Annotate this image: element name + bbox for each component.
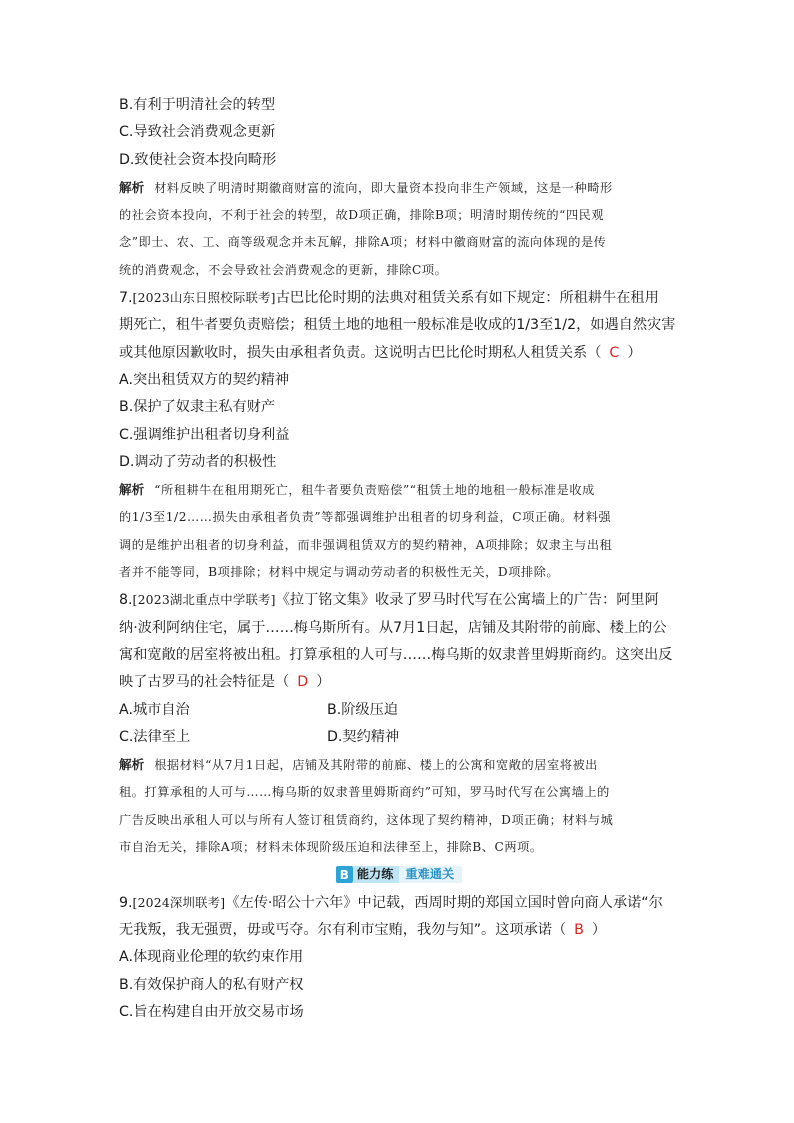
section-subtitle: 重难通关	[399, 866, 462, 883]
question-number: 9.	[119, 894, 133, 911]
question-source: [2023湖北重点中学联考]	[132, 592, 276, 608]
question-source: [2024深圳联考]	[132, 894, 226, 910]
question-9-stem	[119, 889, 679, 917]
option-b: B.阶级压迫	[327, 701, 398, 718]
explanation-6-line: 的社会资本投向，不利于社会的转型，故D项正确，排除B项；明清时期传统的“四民观	[119, 208, 605, 223]
question-text: 映了古罗马的社会特征是（	[119, 674, 290, 691]
question-7-stem	[119, 340, 679, 367]
option-a: A.体现商业伦理的软约束作用	[119, 949, 304, 966]
question-text: 《拉丁铭文集》收录了罗马时代写在公寓墙上的广告：阿里阿	[275, 592, 659, 609]
explanation-7-line	[119, 476, 679, 504]
explanation-7-line: 者并不能等同，B项排除；材料中规定与调动劳动者的积极性无关，D项排除。	[119, 565, 560, 580]
question-8-stem: 纳·波利阿纳住宅，属于……梅乌斯所有。从7月1日起，店铺及其附带的前廊、楼上的公	[119, 619, 667, 636]
answer-letter: B	[574, 921, 584, 938]
option-c: C.旨在构建自由开放交易市场	[119, 1003, 304, 1020]
question-9-stem	[119, 917, 679, 944]
option-a: A.突出租赁双方的契约精神	[119, 371, 290, 388]
explanation-7-line: 调的是维护出租者的切身利益，而非强调租赁双方的契约精神，A项排除；奴隶主与出租	[119, 537, 613, 552]
section-title: 能力练	[353, 866, 400, 883]
explanation-label: 解析	[119, 482, 145, 498]
option-c: C.导致社会消费观念更新	[119, 124, 276, 141]
section-banner	[119, 861, 679, 888]
option-d: D.契约精神	[327, 728, 400, 745]
answer-letter: D	[297, 674, 309, 691]
section-letter-icon: B	[336, 866, 353, 883]
question-8-stem	[119, 586, 679, 614]
question-number: 8.	[119, 592, 133, 609]
options-row	[119, 697, 679, 724]
option-b: B.有利于明清社会的转型	[119, 97, 276, 113]
explanation-text: 材料反映了明清时期徽商财富的流向，即大量资本投向非生产领域，这是一种畸形	[154, 180, 613, 195]
question-number: 7.	[119, 290, 133, 307]
explanation-8-line	[119, 751, 679, 779]
question-7-stem: 期死亡，租牛者要负责赔偿；租赁土地的地租一般标准是收成的1/3至1/2，如遇自然灾害	[119, 317, 676, 334]
question-7-stem	[119, 284, 679, 312]
option-d: D.调动了劳动者的积极性	[119, 453, 277, 470]
question-text: 或其他原因歉收时，损失由承租者负责。这说明古巴比伦时期私人租赁关系（	[119, 344, 602, 361]
option-d: D.致使社会资本投向畸形	[119, 151, 277, 168]
option-c: C.法律至上	[119, 728, 191, 745]
question-text: 无我叛，我无强贾，毋或丐夺。尔有利市宝贿，我勿与知”。这项承诺（	[119, 921, 567, 938]
explanation-8-line: 租。打算承租的人可与……梅乌斯的奴隶普里姆斯商约”可知，罗马时代写在公寓墙上的	[119, 785, 610, 800]
question-text: ）	[591, 921, 607, 938]
answer-letter: C	[609, 344, 620, 361]
explanation-8-line: 市自治无关，排除A项；材料未体现阶级压迫和法律至上，排除B、C两项。	[119, 840, 543, 855]
option-c: C.强调维护出租者切身利益	[119, 426, 290, 443]
question-text: 古巴比伦时期的法典对租赁关系有如下规定：所租耕牛在租用	[275, 290, 659, 307]
question-text: ）	[627, 344, 642, 361]
explanation-6-line	[119, 174, 679, 202]
question-text: 《左传·昭公十六年》中记载，西周时期的郑国立国时曾向商人承诺“尔	[225, 894, 663, 911]
explanation-6-line: 统的消费观念，不会导致社会消费观念的更新，排除C项。	[119, 262, 448, 277]
option-a: A.城市自治	[119, 701, 190, 718]
section-banner-box	[336, 866, 462, 883]
document-page	[119, 92, 679, 1026]
question-8-stem	[119, 669, 679, 696]
option-b: B.有效保护商人的私有财产权	[119, 976, 304, 993]
question-8-stem: 寓和宽敞的居室将被出租。打算承租的人可与……梅乌斯的奴隶普里姆斯商约。这突出反	[119, 646, 673, 663]
option-b: B.保护了奴隶主私有财产	[119, 399, 276, 416]
explanation-8-line: 广告反映出承租人可以与所有人签订租赁商约，这体现了契约精神，D项正确；材料与城	[119, 812, 614, 827]
explanation-label: 解析	[119, 757, 145, 773]
question-text: ）	[316, 674, 331, 691]
explanation-6-line: 念”即士、农、工、商等级观念并未瓦解，排除A项；材料中徽商财富的流向体现的是传	[119, 235, 607, 250]
explanation-7-line: 的1/3至1/2……损失由承租者负责”等都强调维护出租者的切身利益，C项正确。材料强	[119, 510, 612, 525]
question-source: [2023山东日照校际联考]	[132, 290, 276, 306]
explanation-text: “所租耕牛在租用期死亡，租牛者要负责赔偿”“租赁土地的地租一般标准是收成	[154, 483, 595, 498]
options-row	[119, 724, 679, 751]
explanation-label: 解析	[119, 179, 145, 195]
explanation-text: 根据材料“从7月1日起，店铺及其附带的前廊、楼上的公寓和宽敞的居室将被出	[154, 758, 598, 773]
